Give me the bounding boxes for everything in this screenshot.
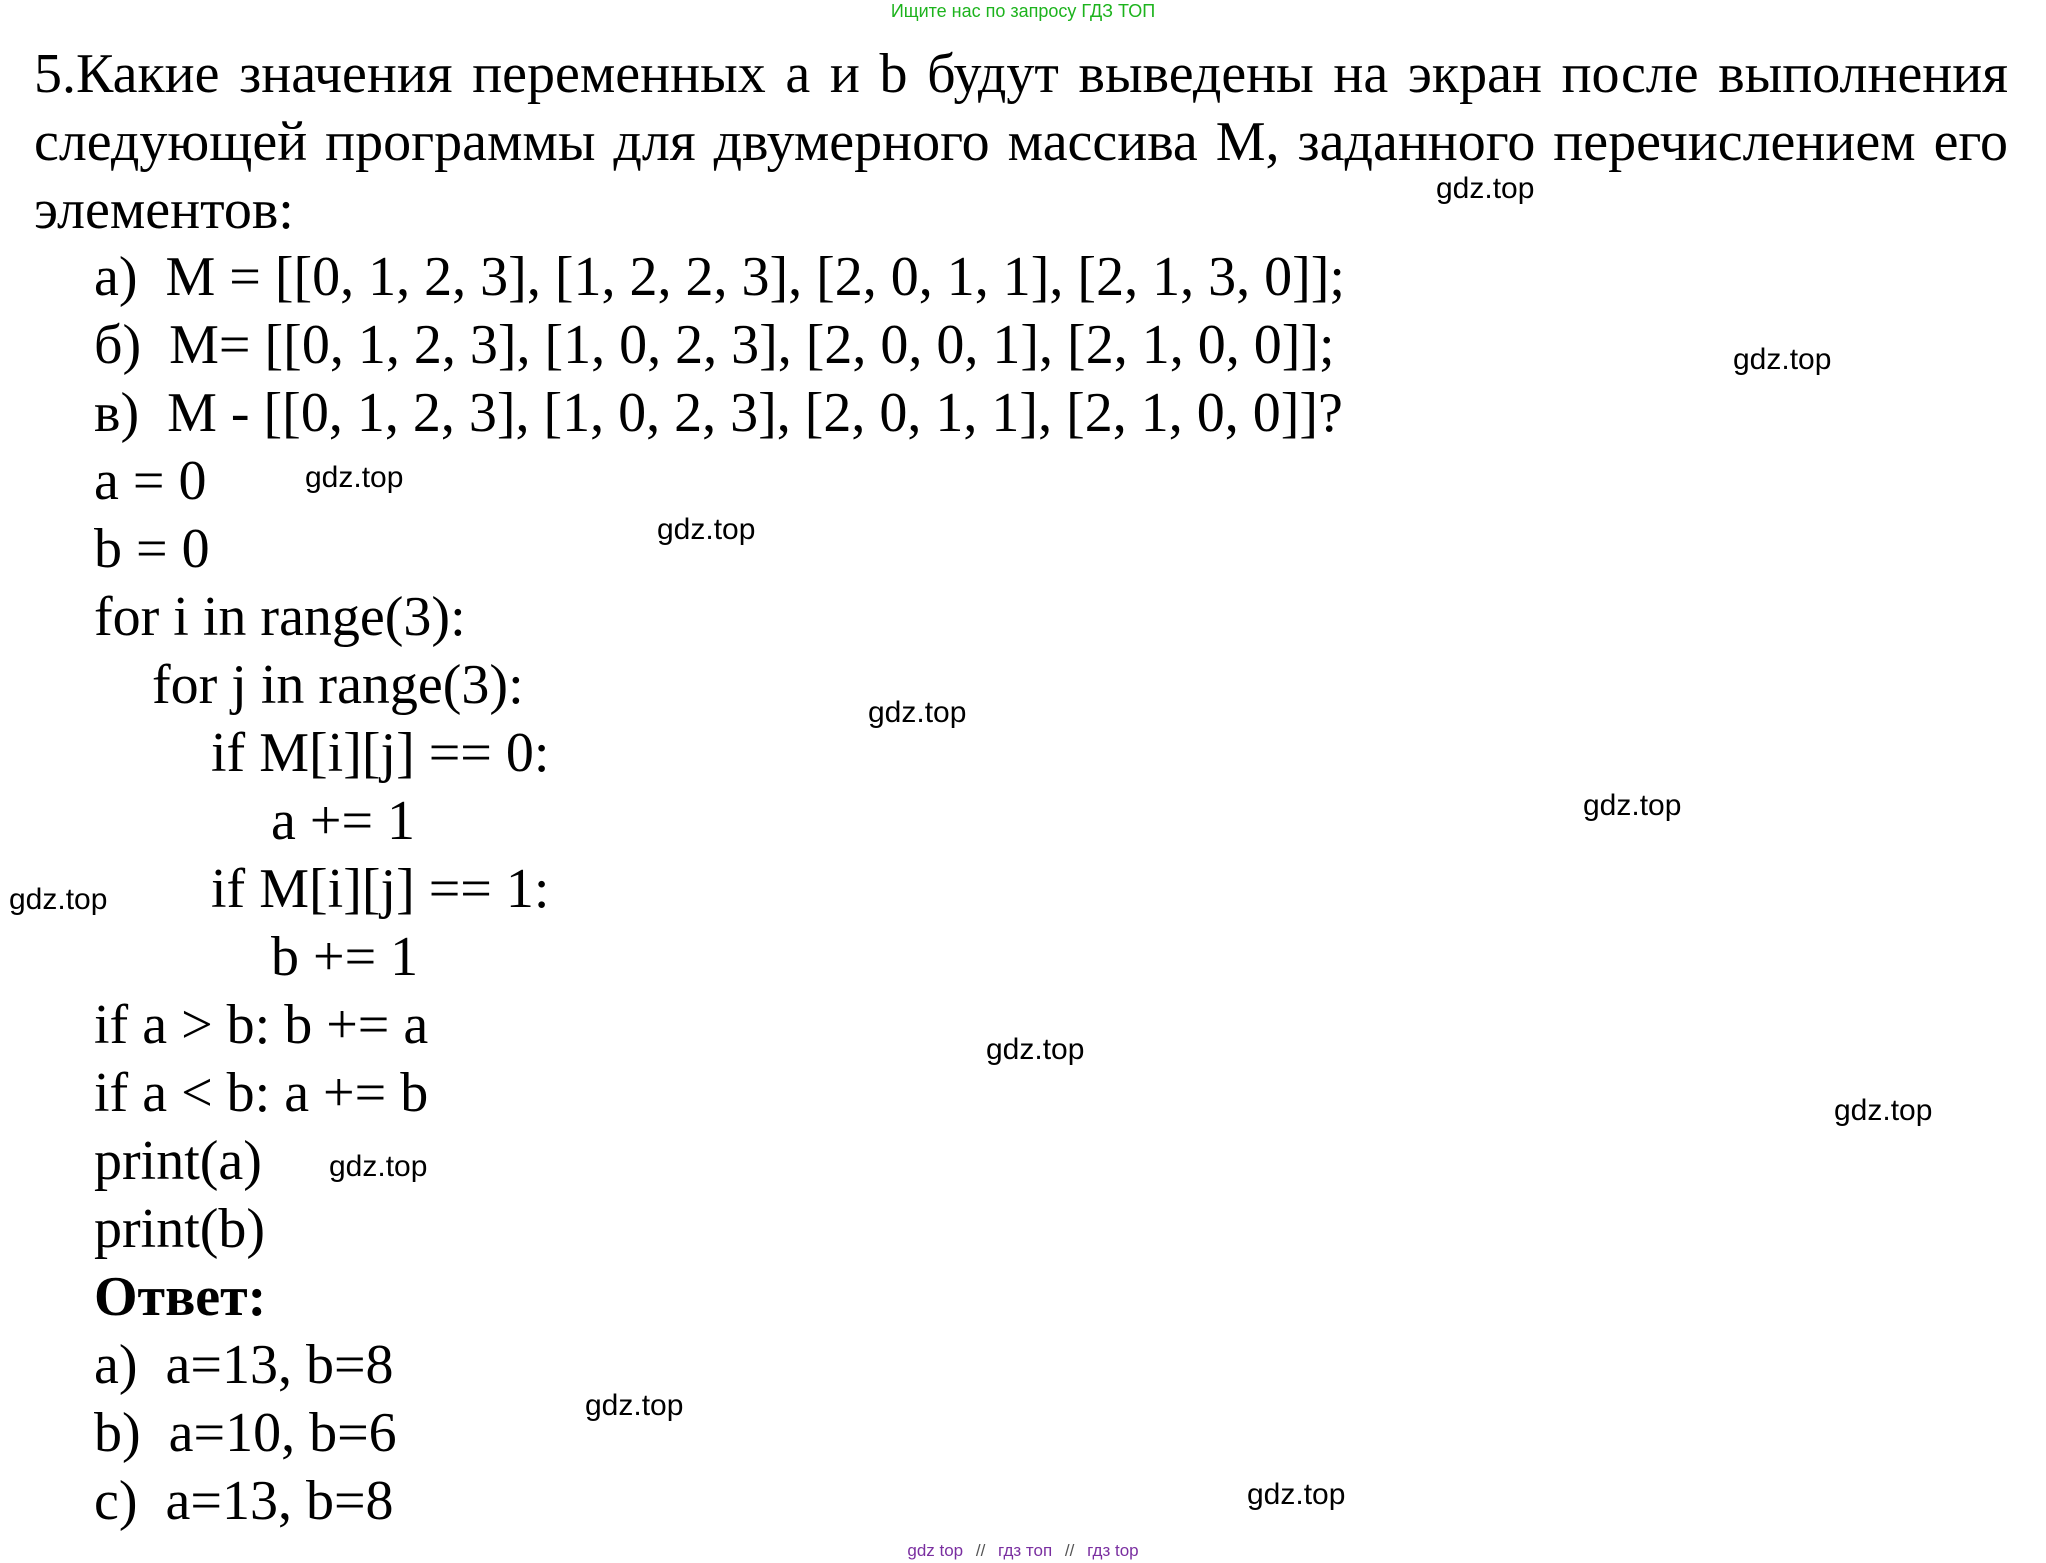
code-line: print(b) — [94, 1198, 266, 1260]
top-banner: Ищите нас по запросу ГДЗ ТОП — [890, 1, 1156, 21]
watermark: gdz.top — [657, 513, 756, 546]
code-line: print(a) — [94, 1130, 262, 1192]
code-line: b = 0 — [94, 518, 210, 580]
code-line: if M[i][j] == 0: — [211, 722, 550, 784]
variant-a: а) M = [[0, 1, 2, 3], [1, 2, 2, 3], [2, 0, 1, 1], [2, 1, 3, 0]]; — [94, 246, 1345, 308]
code-line: if a > b: b += a — [94, 994, 429, 1056]
question-text: 5.Какие значения переменных a и b будут выведены на экран после выполнения следующей программы для двумерного массива М, заданного перечислением его элементов: — [34, 43, 2008, 241]
watermark: gdz.top — [1583, 789, 1682, 822]
watermark: gdz.top — [986, 1033, 1085, 1066]
code-line: if a < b: a += b — [94, 1062, 429, 1124]
code-line: a += 1 — [271, 790, 416, 852]
answer-a: a) a=13, b=8 — [94, 1334, 394, 1396]
watermark: gdz.top — [1436, 172, 1535, 205]
code-line: if M[i][j] == 1: — [211, 858, 550, 920]
watermark: gdz.top — [1247, 1478, 1346, 1511]
code-line: b += 1 — [271, 926, 419, 988]
watermark: gdz.top — [868, 696, 967, 729]
footer-link[interactable]: гдз top — [1087, 1541, 1139, 1560]
watermark: gdz.top — [9, 883, 108, 916]
watermark: gdz.top — [1834, 1094, 1933, 1127]
code-line: for j in range(3): — [152, 654, 524, 716]
answer-c: c) a=13, b=8 — [94, 1470, 394, 1532]
watermark: gdz.top — [329, 1150, 428, 1183]
footer-separator: // — [1064, 1541, 1075, 1560]
code-line: for i in range(3): — [94, 586, 466, 648]
watermark: gdz.top — [585, 1389, 684, 1422]
watermark: gdz.top — [1733, 343, 1832, 376]
answer-heading: Ответ: — [94, 1266, 267, 1328]
answer-b: b) a=10, b=6 — [94, 1402, 397, 1464]
variant-c: в) M - [[0, 1, 2, 3], [1, 0, 2, 3], [2, 0, 1, 1], [2, 1, 0, 0]]? — [94, 382, 1343, 444]
footer-link[interactable]: gdz top — [907, 1541, 964, 1560]
watermark: gdz.top — [305, 461, 404, 494]
footer-separator: // — [975, 1541, 986, 1560]
variant-b: б) M= [[0, 1, 2, 3], [1, 0, 2, 3], [2, 0, 0, 1], [2, 1, 0, 0]]; — [94, 314, 1335, 376]
code-line: a = 0 — [94, 450, 207, 512]
footer-link[interactable]: гдз топ — [998, 1541, 1053, 1560]
footer-links — [0, 1541, 2046, 1561]
